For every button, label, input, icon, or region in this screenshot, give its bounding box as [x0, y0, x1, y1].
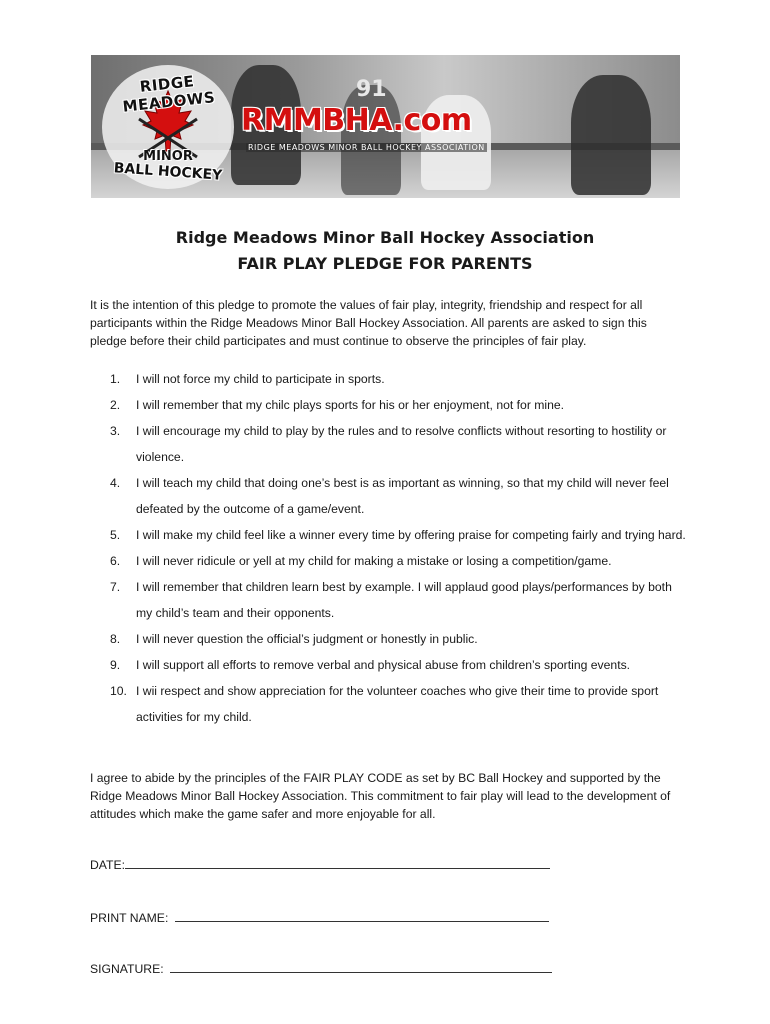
logo-text-bottom: BALL HOCKEY — [113, 160, 223, 184]
pledge-number: 5. — [110, 528, 121, 542]
jersey-number: 91 — [356, 77, 387, 102]
pledge-number: 4. — [110, 476, 121, 490]
pledge-number: 1. — [110, 372, 121, 386]
pledge-item — [90, 366, 690, 392]
pledge-item — [90, 418, 690, 470]
pledge-item — [90, 626, 690, 652]
pledge-item — [90, 678, 690, 730]
pledge-item — [90, 470, 690, 522]
pledge-text: I will make my child feel like a winner every time by offering praise for competing fairly and trying hard. — [136, 528, 686, 542]
signature-line[interactable] — [170, 961, 552, 973]
pledge-number: 8. — [110, 632, 121, 646]
pledge-number: 10. — [110, 684, 127, 698]
pledge-item — [90, 392, 690, 418]
pledge-text: I will never question the official’s judgment or honestly in public. — [136, 632, 478, 646]
pledge-text: I will teach my child that doing one’s best is as important as winning, so that my child will never feel defeated by the outcome of a game/event. — [136, 476, 669, 516]
pledge-number: 7. — [110, 580, 121, 594]
logo-text-middle: MINOR — [143, 149, 193, 164]
pledge-list — [90, 366, 690, 730]
pledge-item — [90, 652, 690, 678]
signature-field[interactable] — [90, 961, 552, 976]
site-name: RMMBHA.com — [241, 103, 472, 138]
document-title: Ridge Meadows Minor Ball Hockey Association — [175, 228, 595, 247]
document-subtitle: FAIR PLAY PLEDGE FOR PARENTS — [237, 254, 533, 273]
intro-paragraph: It is the intention of this pledge to promote the values of fair play, integrity, friendship and respect for all participants within the Ridge Meadows Minor Ball Hockey Association. All parents are asked to sign this pledge before their child participates and must continue to observe the principles of fair play. — [90, 298, 647, 348]
pledge-text: I will remember that children learn best by example. I will applaud good plays/performances by both my child’s team and their opponents. — [136, 580, 672, 620]
pledge-item — [90, 522, 690, 548]
player-silhouette — [571, 75, 651, 195]
pledge-item — [90, 574, 690, 626]
pledge-text: I will support all efforts to remove verbal and physical abuse from children’s sporting events. — [136, 658, 631, 672]
signature-label: SIGNATURE: — [90, 962, 164, 976]
pledge-text: I will encourage my child to play by the rules and to resolve conflicts without resorting to hostility or violence. — [136, 424, 667, 464]
agreement-paragraph: I agree to abide by the principles of the FAIR PLAY CODE as set by BC Ball Hockey and supported by the Ridge Meadows Minor Ball Hockey Association. This commitment to fair play will lead to the development of attitudes which make the game safer and more enjoyable for all. — [90, 771, 671, 821]
pledge-text: I wii respect and show appreciation for the volunteer coaches who give their time to provide sport activities for my child. — [136, 684, 659, 724]
pledge-number: 6. — [110, 554, 121, 568]
date-line[interactable] — [125, 857, 550, 869]
site-subtitle: RIDGE MEADOWS MINOR BALL HOCKEY ASSOCIATION — [248, 143, 485, 152]
print-name-line[interactable] — [175, 910, 549, 922]
pledge-text: I will not force my child to participate in sports. — [136, 372, 385, 386]
pledge-text: I will never ridicule or yell at my child for making a mistake or losing a competition/game. — [136, 554, 612, 568]
header-banner — [91, 55, 680, 198]
pledge-number: 2. — [110, 398, 121, 412]
association-logo — [99, 61, 237, 193]
pledge-item — [90, 548, 690, 574]
print-name-field[interactable] — [90, 910, 549, 925]
pledge-number: 9. — [110, 658, 121, 672]
print-name-label: PRINT NAME: — [90, 911, 169, 925]
pledge-number: 3. — [110, 424, 121, 438]
date-label: DATE: — [90, 858, 125, 872]
date-field[interactable] — [90, 857, 550, 872]
logo-text-top: RIDGE MEADOWS — [121, 72, 217, 116]
pledge-text: I will remember that my chilc plays sports for his or her enjoyment, not for mine. — [136, 398, 565, 412]
